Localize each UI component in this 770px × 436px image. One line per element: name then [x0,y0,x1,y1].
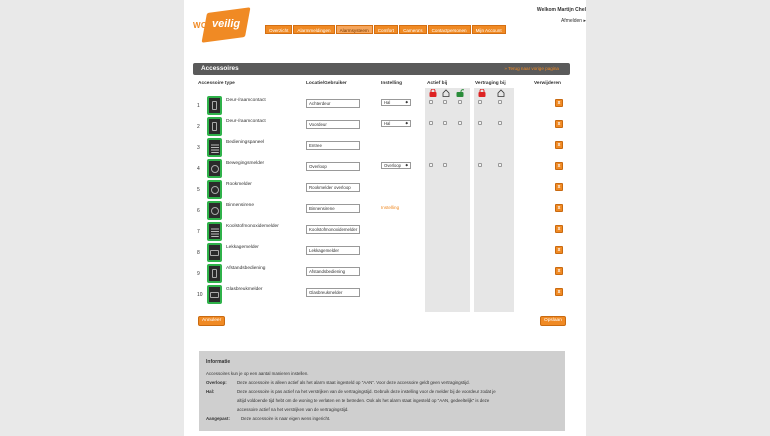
door-contact-icon [207,117,222,136]
option-checkbox[interactable] [458,121,462,125]
info-item-overloop [206,378,558,387]
logo-woon-text: WOON [193,21,220,30]
location-input[interactable]: Voordeur [306,120,360,129]
header-setting: Instelling [381,81,403,86]
logo-veilig-text: veilig [212,18,241,30]
accessory-type: Binnensirene [226,203,255,208]
info-box [199,351,565,431]
door-contact-icon [207,96,222,115]
save-button[interactable]: Opslaan [540,316,566,326]
remove-button[interactable]: x [555,204,563,212]
nav-tab[interactable]: Overzicht [265,25,292,34]
location-input[interactable]: Achterdeur [306,99,360,108]
option-checkbox[interactable] [478,100,482,104]
location-input[interactable]: Rookmelder overloop [306,183,360,192]
remove-button[interactable]: x [555,246,563,254]
setting-select[interactable]: Overloop ◆ [381,162,411,169]
info-title: Informatie [206,359,231,365]
table-row [196,138,571,159]
header-location: Locatie/Gebruiker [306,81,347,86]
siren-icon [207,201,222,220]
remove-button[interactable]: x [555,267,563,275]
row-number: 9 [197,271,200,277]
accessoires-panel-header [193,63,570,75]
location-input[interactable]: Binnensirene [306,204,360,213]
setting-link[interactable]: Instelling [381,205,400,210]
option-checkbox[interactable] [498,163,502,167]
location-input[interactable]: Koolstofmonoxidemelder [306,225,360,234]
row-number: 3 [197,145,200,151]
table-row [196,285,571,306]
remove-button[interactable]: x [555,99,563,107]
row-number: 1 [197,103,200,109]
option-checkbox[interactable] [443,121,447,125]
remove-button[interactable]: x [555,225,563,233]
header-delay: Vertraging bij [475,81,506,86]
info-def: Deze accessoire is naar eigen wens ingericht. [241,416,331,421]
info-def: Deze accessoire is alleen actief als het alarm staat ingesteld op "AAN". Voor deze accessoire geldt geen vertragingstijd. [237,380,470,385]
nav-tab[interactable]: Alarmsysteem [336,25,373,34]
info-hal-continued-1: altijd voldoende tijd hebt om de woning te verlaten en te betreden. Ook als het alarm staat ingesteld op "AAN, gedeeltelijk" is deze [237,398,490,403]
location-input[interactable]: Afstandsbediening [306,267,360,276]
option-checkbox[interactable] [429,121,433,125]
row-number: 6 [197,208,200,214]
location-input[interactable]: Lekkagemelder [306,246,360,255]
row-number: 2 [197,124,200,130]
info-term: Hal: [206,389,215,394]
nav-tab[interactable]: Mijn Account [472,25,506,34]
header-active: Actief bij [427,81,448,86]
motion-sensor-icon [207,159,222,178]
row-number: 4 [197,166,200,172]
option-checkbox[interactable] [458,100,462,104]
cancel-button[interactable]: Annuleer [198,316,225,326]
accessory-type: Bedieningspaneel [226,140,265,145]
glassbreak-icon [207,285,222,304]
option-checkbox[interactable] [478,163,482,167]
table-row [196,117,571,138]
header-remove: Verwijderen [534,81,561,86]
location-input[interactable]: Entree [306,141,360,150]
welcome-user: Welkom Martijn Chel [536,7,586,13]
remove-button[interactable]: x [555,162,563,170]
info-hal-continued-2: accessoire actief na het verstrijken van de vertragingstijd. [237,407,349,412]
nav-tab[interactable]: Alarmmeldingen [293,25,334,34]
remote-icon [207,264,222,283]
remove-button[interactable]: x [555,183,563,191]
nav-tab[interactable]: Comfort [374,25,398,34]
option-checkbox[interactable] [429,163,433,167]
info-term: Aangepast: [206,416,230,421]
accessory-type: Deur-/raamcontact [226,98,266,103]
option-checkbox[interactable] [478,121,482,125]
option-checkbox[interactable] [429,100,433,104]
info-item-aangepast [206,414,558,423]
accessory-type: Bewegingsmelder [226,161,265,166]
remove-button[interactable]: x [555,141,563,149]
info-intro: Accessoires kun je op een aantal manieren instellen. [206,371,309,376]
accessory-type: Rookmelder [226,182,252,187]
co-detector-icon [207,222,222,241]
page-title: Accessoires [201,65,239,72]
smoke-detector-icon [207,180,222,199]
row-number: 10 [197,292,203,298]
option-checkbox[interactable] [498,100,502,104]
setting-select[interactable]: Hal ◆ [381,120,411,127]
option-checkbox[interactable] [443,163,447,167]
info-def: Deze accessoire is pas actief na het verstrijken van de vertragingstijd. Gebruik deze instelling voor de melder bij de voordeur zodat je [237,389,496,394]
table-row [196,96,571,117]
option-checkbox[interactable] [498,121,502,125]
table-row [196,159,571,180]
location-input[interactable]: Glasbreukmelder [306,288,360,297]
remove-button[interactable]: x [555,288,563,296]
table-row [196,264,571,285]
remove-button[interactable]: x [555,120,563,128]
accessory-type: Afstandsbediening [226,266,266,271]
table-row [196,243,571,264]
woonveilig-logo[interactable] [193,10,247,40]
accessory-type: Koolstofmonoxidemelder [226,224,279,229]
back-link[interactable]: » Terug naar vorige pagina [504,66,559,71]
info-item-hal [206,387,558,396]
table-row [196,201,571,222]
keypad-icon [207,138,222,157]
info-term: Overloop: [206,380,227,385]
nav-tab[interactable]: Camera's [399,25,427,34]
leak-detector-icon [207,243,222,262]
row-number: 8 [197,250,200,256]
row-number: 7 [197,229,200,235]
header-type: Accessoire type [198,81,235,86]
row-number: 5 [197,187,200,193]
nav-tab[interactable]: Contactpersonen [428,25,471,34]
option-checkbox[interactable] [443,100,447,104]
accessory-type: Glasbreukmelder [226,287,263,292]
main-nav [265,25,506,34]
location-input[interactable]: Overloop [306,162,360,171]
table-row [196,180,571,201]
table-row [196,222,571,243]
logout-link[interactable]: Afmelden ▸ [560,18,586,24]
setting-select[interactable]: Hal ◆ [381,99,411,106]
accessory-type: Deur-/raamcontact [226,119,266,124]
accessory-type: Lekkagemelder [226,245,259,250]
